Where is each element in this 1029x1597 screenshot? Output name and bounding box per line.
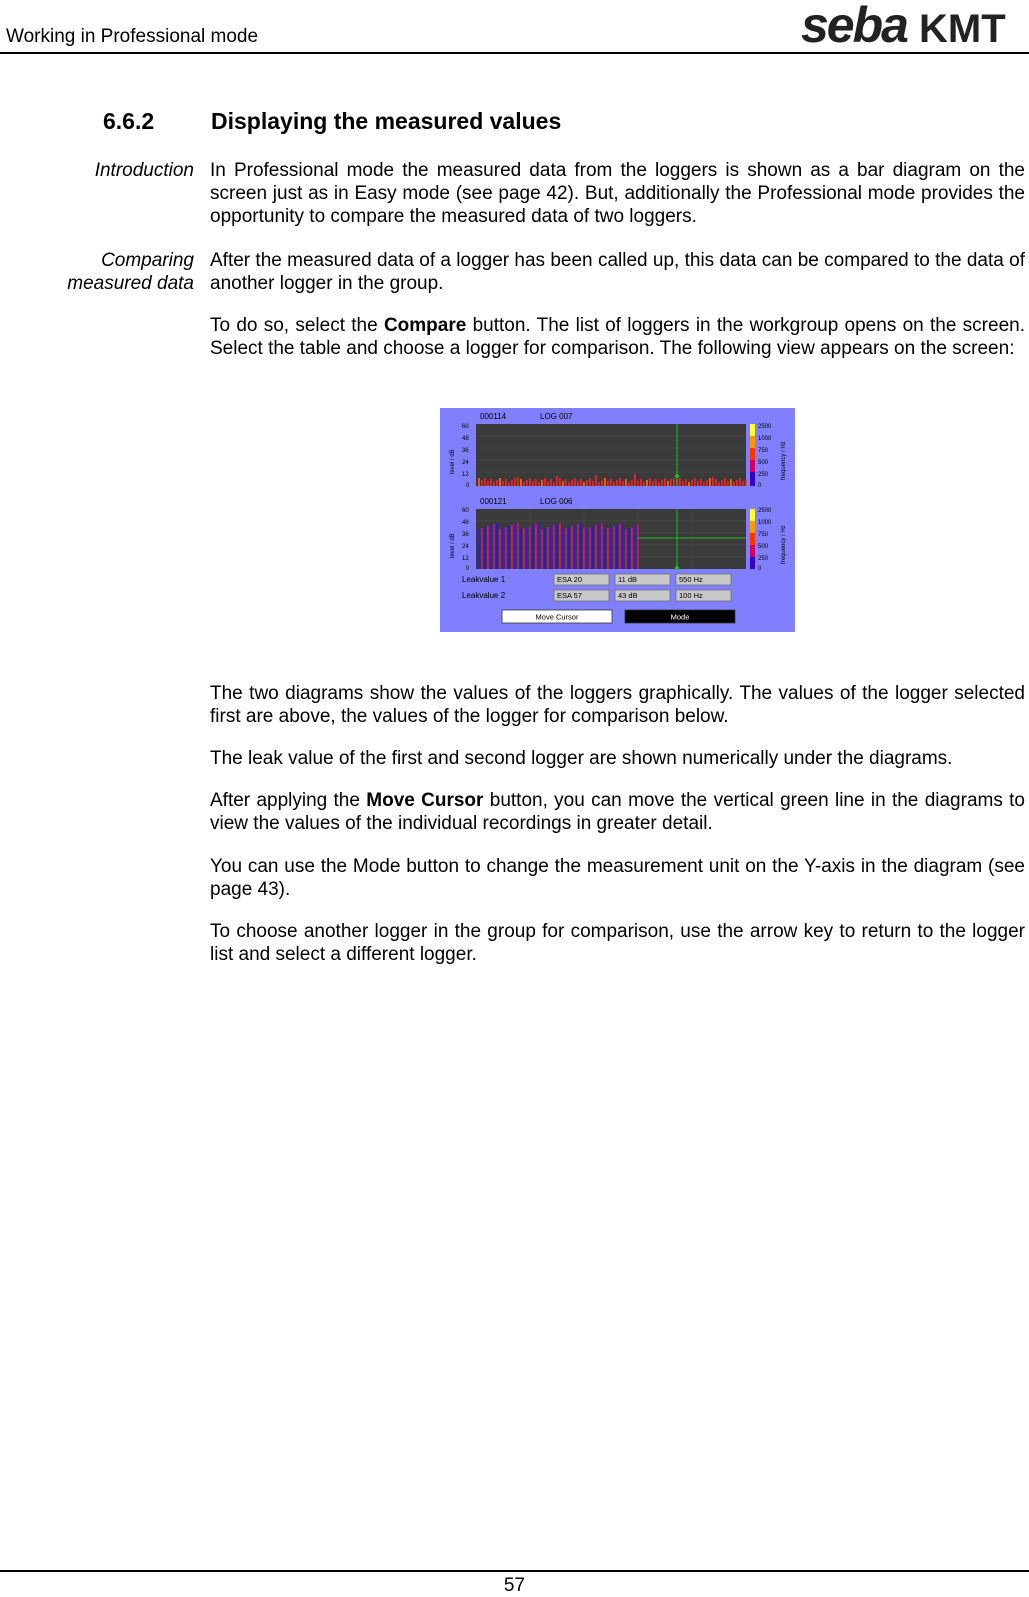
ytick-label: 24 bbox=[462, 544, 469, 550]
diagram2-bar bbox=[517, 523, 519, 569]
freq-tick-label: 250 bbox=[758, 472, 769, 478]
diagram1-bar bbox=[562, 481, 564, 486]
diagram1-bar bbox=[541, 480, 543, 486]
diagram1-bar bbox=[610, 479, 612, 486]
diagram2-bar bbox=[508, 526, 510, 569]
diagram1-bar bbox=[619, 478, 621, 486]
diagram2-bar bbox=[547, 527, 549, 569]
running-header-title: Working in Professional mode bbox=[6, 26, 259, 47]
diagram2-bar bbox=[478, 529, 480, 569]
diagram1-bar bbox=[697, 481, 699, 486]
ytick-label: 48 bbox=[462, 436, 469, 442]
diagram1-bar bbox=[499, 478, 501, 486]
diagram1-bar bbox=[523, 482, 525, 486]
diagram2-bar bbox=[577, 524, 579, 569]
text-run: To do so, select the bbox=[210, 315, 384, 336]
diagram1-bar bbox=[634, 474, 636, 486]
text-run: After applying the bbox=[210, 790, 367, 811]
diagram2-bar bbox=[502, 528, 504, 569]
diagram2-bar bbox=[622, 523, 624, 569]
leak1-label: Leakvalue 1 bbox=[462, 575, 506, 584]
diagram2-ylabel-right: frequency / Hz bbox=[781, 525, 787, 564]
diagram1-bar bbox=[730, 479, 732, 486]
diagram1-bar bbox=[616, 480, 618, 486]
freq-tick-label: 500 bbox=[758, 460, 769, 466]
diagram2-bar bbox=[571, 526, 573, 569]
diagram2-bar bbox=[532, 525, 534, 569]
diagram2-bar bbox=[520, 529, 522, 569]
diagram2-freq-scale bbox=[750, 509, 755, 569]
ytick-label: 48 bbox=[462, 520, 469, 526]
diagram1-bar bbox=[640, 479, 642, 486]
diagram1-bar bbox=[487, 481, 489, 486]
diagram1-bar bbox=[703, 482, 705, 486]
diagram2-bar bbox=[628, 528, 630, 569]
diagram1-bar bbox=[571, 480, 573, 486]
diagram2-bar bbox=[544, 528, 546, 569]
diagram1-bar bbox=[598, 482, 600, 486]
compare-keyword: Compare bbox=[383, 315, 467, 336]
side-label-line: measured data bbox=[67, 273, 194, 294]
diagram1-bar bbox=[724, 478, 726, 486]
diagram2-bar bbox=[565, 528, 567, 569]
diagram1-bar bbox=[643, 482, 645, 486]
diagram1-bar bbox=[628, 482, 630, 486]
freq-tick-label: 250 bbox=[758, 556, 769, 562]
diagram2-bar bbox=[556, 524, 558, 569]
diagram1-bar bbox=[484, 478, 486, 486]
text-run: button, you can move the vertical green line in the diagrams to view the values of the individual recordings in greater detail. bbox=[210, 790, 1025, 834]
diagram1-bar bbox=[622, 481, 624, 486]
diagram2-bar bbox=[511, 525, 513, 569]
diagram2-bar bbox=[526, 527, 528, 569]
ytick-label: 0 bbox=[466, 483, 470, 489]
diagram1-bar bbox=[550, 479, 552, 486]
diagram2-bar bbox=[481, 528, 483, 569]
diagram2-bar bbox=[487, 526, 489, 569]
side-label-comparing bbox=[67, 249, 194, 295]
leak1-hz: 550 Hz bbox=[679, 575, 703, 584]
diagram2-bar bbox=[634, 526, 636, 569]
diagram2-bar bbox=[493, 524, 495, 569]
freq-tick-label: 2500 bbox=[758, 508, 772, 514]
diagram1-bar bbox=[706, 480, 708, 486]
freq-tick-label: 1000 bbox=[758, 436, 772, 442]
svg-text:seba: seba bbox=[801, 2, 907, 50]
diagram2-bar bbox=[610, 527, 612, 569]
diagram1-bar bbox=[520, 479, 522, 486]
diagram1-bar bbox=[670, 479, 672, 486]
move-cursor-keyword: Move Cursor bbox=[366, 790, 484, 811]
header-rule bbox=[0, 52, 1029, 54]
diagram1-bar bbox=[667, 481, 669, 486]
paragraph-mode-button: You can use the Mode button to change the measurement unit on the Y-axis in the diagram (see page 43). bbox=[210, 856, 1025, 900]
diagram2-bar bbox=[574, 525, 576, 569]
diagram2-bar bbox=[499, 529, 501, 569]
diagram1-bar bbox=[718, 482, 720, 486]
diagram1-bar bbox=[538, 482, 540, 486]
diagram1-bar bbox=[631, 480, 633, 486]
diagram1-bar bbox=[553, 482, 555, 486]
leak2-label: Leakvalue 2 bbox=[462, 591, 506, 600]
page-number: 57 bbox=[503, 1575, 526, 1596]
diagram1-bar bbox=[649, 478, 651, 486]
diagram1-bar bbox=[661, 480, 663, 486]
diagram2-bar bbox=[484, 527, 486, 569]
diagram1-bar bbox=[682, 481, 684, 486]
diagram1-bar bbox=[637, 481, 639, 486]
diagram2-bar bbox=[490, 525, 492, 569]
diagram2-bar bbox=[496, 523, 498, 569]
diagram1-bar bbox=[727, 481, 729, 486]
diagram1-bar bbox=[694, 478, 696, 486]
diagram1-bar bbox=[700, 479, 702, 486]
diagram1-bar bbox=[496, 480, 498, 486]
leak1-esa: ESA 20 bbox=[557, 575, 583, 584]
freq-tick-label: 750 bbox=[758, 448, 769, 454]
diagram1-bar bbox=[490, 479, 492, 486]
diagram1-bar bbox=[556, 476, 558, 486]
diagram1-bar bbox=[658, 482, 660, 486]
diagram2-id: 000121 bbox=[480, 497, 507, 506]
section-number: 6.6.2 bbox=[103, 108, 155, 134]
diagram2-bar bbox=[505, 527, 507, 569]
diagram1-bar bbox=[532, 481, 534, 486]
diagram2-bar bbox=[616, 525, 618, 569]
diagram1-bar bbox=[511, 480, 513, 486]
diagram1-bar bbox=[478, 478, 480, 486]
side-label-introduction: Introduction bbox=[94, 160, 194, 181]
diagram1-bar bbox=[607, 481, 609, 486]
diagram1-bar bbox=[559, 478, 561, 486]
diagram1-bar bbox=[601, 480, 603, 486]
diagram2-bar bbox=[586, 528, 588, 569]
diagram1-bar bbox=[739, 478, 741, 486]
diagram2-bar bbox=[538, 523, 540, 569]
diagram2-name: LOG 006 bbox=[540, 497, 573, 506]
diagram1-bar bbox=[508, 482, 510, 486]
diagram1-bar bbox=[529, 478, 531, 486]
diagram1-bar bbox=[574, 478, 576, 486]
paragraph-two-diagrams: The two diagrams show the values of the loggers graphically. The values of the logger selected first are above, the values of the logger for comparison below. bbox=[210, 683, 1025, 727]
diagram1-bar bbox=[688, 482, 690, 486]
section-title: Displaying the measured values bbox=[211, 108, 562, 134]
diagram2-bar bbox=[550, 526, 552, 569]
leak2-hz: 100 Hz bbox=[679, 591, 703, 600]
paragraph-leak-value: The leak value of the first and second logger are shown numerically under the diagrams. bbox=[210, 748, 953, 769]
freq-tick-label: 0 bbox=[758, 566, 762, 572]
diagram1-bar bbox=[646, 480, 648, 486]
diagram2-bar bbox=[637, 525, 639, 569]
freq-tick-label: 0 bbox=[758, 483, 762, 489]
diagram1-bar bbox=[565, 479, 567, 486]
diagram2-bar bbox=[619, 524, 621, 569]
leak2-esa: ESA 57 bbox=[557, 591, 583, 600]
diagram2-bar bbox=[541, 529, 543, 569]
diagram1-bar bbox=[655, 479, 657, 486]
diagram2-bar bbox=[595, 525, 597, 569]
diagram1-ylabel-right: frequency / Hz bbox=[781, 441, 787, 480]
diagram2-bar bbox=[592, 526, 594, 569]
diagram1-bar bbox=[712, 477, 714, 486]
diagram2-bar bbox=[553, 525, 555, 569]
diagram1-bar bbox=[547, 481, 549, 486]
diagram1-bar bbox=[721, 480, 723, 486]
diagram1-cursor-point bbox=[675, 474, 679, 478]
diagram2-bar bbox=[583, 529, 585, 569]
diagram1-freq-scale bbox=[750, 424, 755, 486]
diagram1-bar bbox=[505, 479, 507, 486]
diagram1-bar bbox=[685, 479, 687, 486]
diagram1-bar bbox=[625, 479, 627, 486]
diagram1-bar bbox=[568, 482, 570, 486]
move-cursor-label: Move Cursor bbox=[535, 612, 579, 622]
diagram1-bar bbox=[709, 478, 711, 486]
diagram2-bar bbox=[514, 524, 516, 569]
diagram1-bar bbox=[589, 478, 591, 486]
ytick-label: 60 bbox=[462, 508, 469, 514]
diagram1-bar bbox=[742, 481, 744, 486]
diagram1-bar bbox=[526, 480, 528, 486]
diagram2-bar bbox=[589, 527, 591, 569]
diagram1-bar bbox=[544, 478, 546, 486]
diagram1-bar bbox=[691, 480, 693, 486]
diagram2-cursor-point bbox=[675, 566, 679, 570]
diagram2-bar bbox=[523, 528, 525, 569]
diagram2-bar bbox=[598, 524, 600, 569]
paragraph-compare-intro: After the measured data of a logger has been called up, this data can be compared to the data of another logger in the group. bbox=[210, 250, 1025, 294]
diagram1-bar bbox=[514, 478, 516, 486]
mode-label: Mode bbox=[670, 612, 690, 622]
diagram2-bar bbox=[562, 529, 564, 569]
diagram1-bar bbox=[493, 482, 495, 486]
ytick-label: 24 bbox=[462, 460, 469, 466]
diagram2-bar bbox=[580, 523, 582, 569]
diagram1-bar bbox=[604, 478, 606, 486]
sebakmt-logo bbox=[801, 2, 1027, 50]
diagram1-bar bbox=[715, 479, 717, 486]
paragraph-move-cursor bbox=[210, 789, 1025, 835]
diagram1-bar bbox=[592, 481, 594, 486]
freq-tick-label: 500 bbox=[758, 544, 769, 550]
diagram1-bar bbox=[595, 475, 597, 486]
ytick-label: 60 bbox=[462, 424, 469, 430]
diagram1-name: LOG 007 bbox=[540, 412, 573, 421]
ytick-label: 0 bbox=[466, 566, 470, 572]
ytick-label: 36 bbox=[462, 532, 469, 538]
diagram1-bar bbox=[583, 482, 585, 486]
diagram1-bar bbox=[745, 479, 747, 486]
diagram1-ylabel: level / dB bbox=[450, 449, 456, 474]
diagram2-ylabel: level / dB bbox=[450, 533, 456, 558]
diagram1-plot bbox=[476, 424, 746, 486]
svg-text:KMT: KMT bbox=[919, 7, 1006, 50]
ytick-label: 12 bbox=[462, 472, 469, 478]
freq-tick-label: 1000 bbox=[758, 520, 772, 526]
footer-rule bbox=[0, 1570, 1029, 1572]
diagram2-bar bbox=[559, 523, 561, 569]
diagram1-bar bbox=[736, 480, 738, 486]
diagram2-bar bbox=[613, 526, 615, 569]
diagram2-bar bbox=[601, 523, 603, 569]
side-label-line: Comparing bbox=[101, 250, 194, 271]
diagram1-bar bbox=[535, 479, 537, 486]
diagram2-bar bbox=[535, 524, 537, 569]
diagram2-bar bbox=[529, 526, 531, 569]
diagram2-bar bbox=[631, 527, 633, 569]
diagram2-bar bbox=[625, 529, 627, 569]
freq-tick-label: 750 bbox=[758, 532, 769, 538]
diagram1-bar bbox=[517, 477, 519, 486]
diagram1-bar bbox=[580, 479, 582, 486]
device-screenshot bbox=[440, 408, 795, 632]
leak2-db: 43 dB bbox=[618, 591, 638, 600]
diagram1-bar bbox=[481, 480, 483, 486]
paragraph-choose-another: To choose another logger in the group for comparison, use the arrow key to return to the logger list and select a different logger. bbox=[210, 921, 1025, 965]
diagram1-id: 000114 bbox=[480, 412, 507, 421]
diagram2-bar bbox=[568, 527, 570, 569]
ytick-label: 12 bbox=[462, 556, 469, 562]
diagram1-bar bbox=[586, 480, 588, 486]
text-run: button. The list of loggers in the workgroup opens on the screen. Select the table and choose a logger for comparison. The following view appears on the screen: bbox=[210, 315, 1025, 359]
diagram1-bar bbox=[502, 481, 504, 486]
freq-tick-label: 2500 bbox=[758, 424, 772, 430]
diagram1-bar bbox=[664, 478, 666, 486]
diagram2-bar bbox=[604, 529, 606, 569]
ytick-label: 36 bbox=[462, 448, 469, 454]
diagram1-bar bbox=[577, 481, 579, 486]
diagram1-bar bbox=[673, 478, 675, 486]
paragraph-compare-button bbox=[210, 314, 1025, 360]
diagram1-bar bbox=[679, 478, 681, 486]
diagram1-bar bbox=[733, 482, 735, 486]
diagram2-bar bbox=[607, 528, 609, 569]
diagram1-bar bbox=[652, 481, 654, 486]
paragraph-introduction: In Professional mode the measured data from the loggers is shown as a bar diagram on the screen just as in Easy mode (see page 42). But, additionally the Professional mode provides the opportunity to compare the measured data of two loggers. bbox=[210, 160, 1025, 227]
diagram1-bar bbox=[613, 482, 615, 486]
leak1-db: 11 dB bbox=[618, 575, 638, 584]
